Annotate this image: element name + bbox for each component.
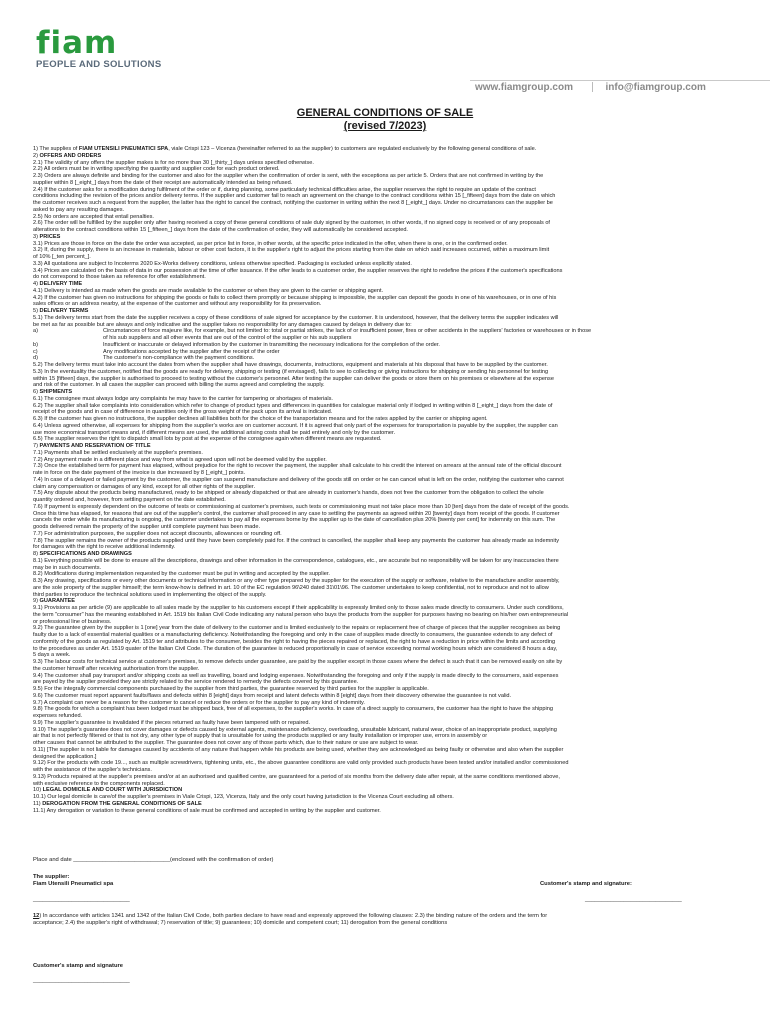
clause-line: do not correspond to those taken as reference for offer establishment. bbox=[33, 274, 206, 281]
list-item-text: The customer's non-compliance with the payment conditions. bbox=[103, 355, 255, 362]
clause-line: 5.3) In the eventuality the customer, notified that the goods are ready for delivery, shipping or testing (if envisaged), fails to see to collecting or giving instructions for shipping or sending his personnel for testing bbox=[33, 368, 549, 375]
clause-line: 5.1) The delivery terms start from the date the supplier receives a copy of these conditions of sale signed for acceptance by the customer. It is understood, however, that the delivery terms the supplier indicates will bbox=[33, 314, 559, 321]
clause-12 bbox=[33, 913, 739, 927]
clause-12-line-1 bbox=[33, 913, 739, 920]
clause-12-number: 12 bbox=[33, 913, 40, 919]
section-heading: 11) DEROGATION FROM THE GENERAL CONDITIONS OF SALE bbox=[33, 800, 202, 807]
clause-line: 7.5) Any dispute about the products being manufactured, ready to be shipped or already dispatched or that are already in customer's hands, does not free the customer from the obligation to collect the whole bbox=[33, 490, 544, 497]
clause-line: within 15 [fifteen] days, the supplier is authorised to proceed to testing without the customer's personnel. After testing the supplier can deliver the goods or store them on his premises or elsewhere at the expense bbox=[33, 375, 554, 382]
section-heading-title: PAYMENTS AND RESERVATION OF TITLE bbox=[39, 443, 151, 449]
list-item-text: Insufficient or inaccurate or delayed information by the customer in transmitting the necessary indications for the completion of the order. bbox=[103, 341, 440, 348]
clause-line: conformity of the goods as regulated by Art. 1519 ter and attributes to the consumer, besides the right to having the pieces repaired or replaced, the right to have a reduction in price within the limits and according bbox=[33, 638, 556, 645]
section-heading: 9) GUARANTEE bbox=[33, 598, 75, 605]
customer-signature-line-bottom: ______________________________ bbox=[33, 978, 130, 984]
clause-line: 11.1) Any derogation or variation to these general conditions of sale must be confirmed and accepted in writing by the supplier and customer. bbox=[33, 807, 381, 814]
clause-12-line-2: acceptance; 2.4) the supplier's right of withdrawal; 7) reservation of title; 9) guarantees; 10) domicile and competent court; 11) derogation from the general conditions bbox=[33, 920, 448, 926]
customer-stamp-label: Customer's stamp and signature: bbox=[540, 881, 632, 887]
section-heading-title: SHIPMENTS bbox=[39, 389, 73, 395]
section-heading: 5) DELIVERY TERMS bbox=[33, 308, 89, 314]
clause-line: 3.1) Prices are those in force on the date the order was accepted, as per price list in force, in other words, at the specific price indicated in the offer, when there is one, or in the confirmed order. bbox=[33, 240, 508, 247]
clause-line: 9.7) A complaint can never be a reason for the customer to cancel or reduce the orders or for the supplier to pay any kind of indemnity. bbox=[33, 699, 365, 706]
clause-line: 7.3) Once the established term for payment has elapsed, without prejudice for the right to recover the payment, the supplier shall calculate to his credit the interest on arrears at the annual rate of the official discount bbox=[33, 463, 562, 470]
website-link[interactable]: www.fiamgroup.com bbox=[475, 82, 573, 93]
title-main: GENERAL CONDITIONS OF SALE bbox=[296, 107, 474, 119]
header-contacts bbox=[475, 82, 722, 93]
clause-line: 9.4) The customer shall pay transport and/or shipping costs as well as travelling, board and lodging expenses. Notwithstanding the foregoing and only if the supply is made directly to the consumers, said expenses bbox=[33, 672, 559, 679]
section-heading-title: PRICES bbox=[39, 233, 61, 240]
clause-line: 9.3) The labour costs for technical service at customer's premises, to remove defects under guarantee, are paid by the supplier except in those cases where the defect is such that it can be removed easily on site by bbox=[33, 659, 563, 665]
section-heading-title: GUARANTEE bbox=[39, 598, 75, 605]
title-revision: (revised 7/2023) bbox=[343, 120, 427, 132]
clause-line: the customer himself after receiving authorisation from the supplier. bbox=[33, 665, 200, 672]
clause-line: be met as far as possible but are always and only indicative and the supplier takes no responsibility for any damages caused by delays in delivery due to: bbox=[33, 321, 412, 328]
clause-line: 6.4) Unless agreed otherwise, all expenses for shipping from the supplier's works are on customer account. If it is agreed that only part of the expenses for transportation is payable by the supplier, the supplier can bbox=[33, 422, 558, 429]
customer-signature-line: ______________________________ bbox=[585, 897, 682, 903]
clause-line: or professional line of business. bbox=[33, 618, 112, 625]
clause-line: 8.2) Modifications during implementation requested by the customer must be put in writing and accepted by the supplier. bbox=[33, 571, 330, 578]
clause-line: rate in force on the date payment of the invoice is due increased by 8 [_eight_] points. bbox=[33, 470, 246, 476]
email-link[interactable]: info@fiamgroup.com bbox=[605, 82, 706, 93]
clause-line: 10.1) Our legal domicile is care/of the supplier's premises in Viale Crispi, 123, Vicenza, Italy and the only court having jurisdiction is the Vicenza Court excluding all others. bbox=[33, 794, 454, 800]
clause-line: 6.5) The supplier reserves the right to dispatch small lots by post at the expense of the consignee again when different means are requested. bbox=[33, 436, 382, 443]
clause-line: the term "consumer" has the meaning established in Art. 1519 bis Italian Civil Code indicating any natural person who buys the products from the supplier for purposes having no bearing on his/her own entrepreneurial bbox=[33, 611, 569, 618]
supplier-signature-line: ______________________________ bbox=[33, 897, 130, 903]
clause-line: air that is not perfectly filtered or that is not dry, any other type of supply that is unsuitable for using the products supplied or any faulty installation or improper use, errors in assembly or bbox=[33, 733, 488, 740]
clause-12-text-1: ) In accordance with articles 1341 and 1342 of the Italian Civil Code, both parties declare to have read and expressly approved the following clauses: 2.3) the binding nature of the orders and the term for bbox=[39, 913, 548, 919]
supplier-label: The supplier: bbox=[33, 874, 70, 880]
supplier-name: Fiam Utensili Pneumatici spa bbox=[33, 881, 114, 887]
section-heading-title: DELIVERY TIME bbox=[39, 281, 83, 287]
clause-line: 5 days a week. bbox=[33, 652, 71, 659]
conditions-body bbox=[33, 146, 739, 814]
clause-line: 9.6) The customer must report apparent faults/flaws and defects within 8 [eight] days from receipt and latent defects within 8 [eight] days from their discovery otherwise the guarantee is not valid. bbox=[33, 692, 512, 699]
clause-line: 7.7) For administration purposes, the supplier does not accept discounts, allowances or rounding off. bbox=[33, 530, 282, 537]
clause-line: alterations to the contract conditions within 15 [_fifteen_] days from the date of the confirmation of order, they will automatically be considered accepted. bbox=[33, 227, 408, 233]
clause-line: expenses refunded. bbox=[33, 713, 83, 719]
clause-line: 3.2) If, during the supply, there is an increase in materials, labour or other cost factors, it is the supplier's right to adjust the prices starting from the date on which said increases occurred, within a maximum limit bbox=[33, 247, 550, 254]
clause-line: 4.2) If the customer has given no instructions for shipping the goods or fails to collect them promptly or because shipping is impossible, the supplier can deposit the goods in one of his warehouses, or in one of his bbox=[33, 294, 557, 301]
clause-line: of 10% [_ten percent_]. bbox=[33, 254, 91, 260]
clause-line: 5.2) The delivery terms must take into account the dates from when the supplier shall have drawings, documents, instructions, equipment and materials at his disposal that have to be supplied by the customer. bbox=[33, 362, 548, 368]
clause-line: third parties to reproduce the technical solutions used in implementing the object of the supply. bbox=[33, 591, 267, 598]
clause-line: conditions including the revision of the prices and/or delivery terms. If the supplier and customer fail to reach an agreement on the change to the contract conditions within 15 [_fifteen] days from the date on which bbox=[33, 193, 556, 200]
list-item bbox=[33, 328, 739, 335]
header-divider bbox=[470, 80, 770, 81]
list-item-text: Any modifications accepted by the supplier after the receipt of the order bbox=[103, 348, 280, 355]
section-heading: 10) LEGAL DOMICILE AND COURT WITH JURISDICTION bbox=[33, 787, 183, 794]
clause-line: asked to pay any resulting damages. bbox=[33, 206, 125, 213]
clause-line: 2.5) No orders are accepted that entail penalties. bbox=[33, 213, 154, 220]
section-heading: 6) SHIPMENTS bbox=[33, 389, 73, 395]
section-heading-title: DELIVERY TERMS bbox=[39, 308, 89, 314]
clause-line: quantity ordered and, however, from settling payment on the date established. bbox=[33, 497, 226, 503]
clause-line: 3.4) Prices are calculated on the basis of data in our possession at the time of offer issuance. If the offer leads to a customer order, the supplier reserves the right to redefine the prices if the customer's specifications bbox=[33, 267, 563, 274]
list-item bbox=[33, 335, 739, 342]
place-date-line bbox=[33, 857, 739, 864]
list-marker: c) bbox=[33, 348, 38, 355]
clause-line: 8.3) Any drawing, specifications or every other documents or technical information or any other type prepared by the supplier for the execution of the supply or software, relative to the manufacture and/or assembly, bbox=[33, 578, 560, 584]
intro-line: 1) The supplies of FIAM UTENSILI PNEUMATICI SPA, viale Crispi 123 – Vicenza (hereinafter referred to as the supplier) to customers are regulated exclusively by the following general conditions of sale. bbox=[33, 146, 537, 152]
clause-line: 9.9) The supplier's guarantee is invalidated if the pieces returned as faulty have been tampered with or repaired. bbox=[33, 719, 311, 726]
clause-line: other causes that cannot be attributed to the supplier. The guarantee does not cover any of those parts which, due to their nature or use are subject to wear. bbox=[33, 740, 419, 746]
clause-line: 7.4) In case of a delayed or failed payment by the customer, the supplier can suspend manufacture and delivery of the goods still on order or he can cancel what is left on the order, notifying the customer who cannot bbox=[33, 476, 564, 483]
clause-line: 7.1) Payments shall be settled exclusively at the supplier's premises. bbox=[33, 449, 203, 456]
clause-line: 9.2) The guarantee given by the supplier is 1 [one] year from the date of delivery to the customer and is limited exclusively to the repairs or replacement free of charge of pieces that the supplier recognises as being bbox=[33, 625, 561, 632]
list-item-text: of his sub suppliers and all other events that are out of the control of the supplier or his sub suppliers bbox=[103, 335, 352, 341]
section-heading-title: DEROGATION FROM THE GENERAL CONDITIONS OF SALE bbox=[42, 800, 202, 807]
clause-line: 9.5) For the integrally commercial components purchased by the supplier from third parties, the guarantee reserved by third parties for the supplier is applicable. bbox=[33, 686, 429, 692]
clause-line: 9.11) [The supplier is not liable for damages caused by accidents of any nature that happen while his products are being used, whether they are acknowledged as being faulty or otherwise and also when the supplier bbox=[33, 746, 564, 753]
logo-tagline: PEOPLE AND SOLUTIONS bbox=[36, 59, 162, 70]
clause-line: 2.1) The validity of any offers the supplier makes is for no more than 30 [_thirty_] days unless specified otherwise. bbox=[33, 159, 314, 166]
clause-line: cancels the order while its manufacturing is ongoing, the customer undertakes to pay all the expenses borne by the supplier up to the date of cancellation plus 20% [twenty per cent] for indemnity on this sum. The bbox=[33, 517, 556, 524]
clause-line: with exclusive reference to the components replaced. bbox=[33, 780, 165, 787]
clause-line: sales offices or an address nearby, at the expense of the customer and without any responsibility for its preservation. bbox=[33, 301, 322, 308]
list-marker bbox=[33, 335, 103, 342]
list-marker: d) bbox=[33, 355, 38, 362]
customer-stamp-label-bottom: Customer's stamp and signature bbox=[33, 963, 123, 969]
section-heading: 7) PAYMENTS AND RESERVATION OF TITLE bbox=[33, 443, 151, 449]
section-heading-title: LEGAL DOMICILE AND COURT WITH JURISDICTION bbox=[42, 787, 183, 794]
clause-line: 2.4) If the customer asks for a modification during fulfilment of the order or if, during planning, some particularly technical difficulties arise, the supplier reserves the right to require an update of the contract bbox=[33, 186, 536, 193]
clause-line: 9.10) The supplier's guarantee does not cover damages or defects caused by external agents, maintenance deficiency, overloading, unsuitable lubricant, natural wear, choice of an inappropriate product, supplying bbox=[33, 726, 557, 733]
list-item bbox=[33, 355, 739, 362]
section-heading: 2) OFFERS AND ORDERS bbox=[33, 152, 102, 159]
clause-line: Once this time has elapsed, for reasons that are out of the supplier's control, the customer shall proceed in any case to settling the payments as agreed within 20 [twenty] days from receipt of the goods. If customer bbox=[33, 510, 560, 517]
list-item-text: Circumstances of force majeure like, for example, but not limited to: total or partial strikes, the lack of or insufficient power, fires or other accidents in the suppliers' factories or warehouses or in those bbox=[103, 328, 592, 335]
clause-line: use more economical transport means and, if different means are used, the additional arising costs shall be paid entirely and only by the customer. bbox=[33, 429, 396, 436]
clause-line: goods delivered remain the property of the supplier until complete payment has been made. bbox=[33, 524, 260, 530]
clause-line: 3.3) All quotations are subject to Incoterms 2020 Ex-Works delivery conditions, unless otherwise specified. Packaging is excluded unless explicitly stated. bbox=[33, 260, 412, 267]
clause-line: 9.8) The goods for which a complaint has been lodged must be shipped back, free of all expenses, to the supplier's works. In case of a direct supply to consumers, the customer has the right to have the shipping bbox=[33, 706, 553, 713]
list-item bbox=[33, 342, 739, 349]
clause-line: 6.2) The supplier shall take complaints into consideration which refer to change of product types and differences in quantities for catalogue material only if lodged in writing within 8 [_eight_] days from the date of bbox=[33, 402, 553, 409]
clause-line: 9.13) Products repaired at the supplier's premises and/or at an authorised and qualified centre, are guaranteed for a period of six months from the delivery date after repair, at the same conditions mentioned above, bbox=[33, 773, 560, 780]
clause-line: claim any compensation or damages of any kind, except for all other rights of the supplier. bbox=[33, 483, 256, 490]
clause-line: supplier within 8 [_eight_] days from the date of their receipt are automatically intended as being refused. bbox=[33, 179, 293, 186]
clause-line: and risk of the customer. In all cases the supplier can proceed with billing the sums agreed and completing the supply. bbox=[33, 382, 325, 389]
list-item bbox=[33, 349, 739, 356]
clause-line: 4.1) Delivery is intended as made when the goods are made available to the customer or when they are given to the carrier or shipping agent. bbox=[33, 287, 384, 294]
clause-line: 6.3) If the customer has given no instructions, the supplier declines all liabilities both for the choice of the transportation means and for the rates applied by the carrier or shipping agent. bbox=[33, 416, 488, 422]
clause-line: are payed by the supplier provided they are strictly related to the service rendered to remedy the defects covered by this guarantee. bbox=[33, 679, 359, 686]
clause-line: 9.12) For the products with code 19..., such as multiple screwdrivers, tightening units, etc., the above guarantee conditions are valid only provided such products have been tested and/or installed and/or commissioned bbox=[33, 760, 569, 767]
document-title bbox=[0, 107, 770, 133]
clause-line: 6.1) The consignee must always lodge any complaints he may have to the carrier for tampering or shortages of materials. bbox=[33, 395, 333, 402]
clause-line: designed the application.] bbox=[33, 753, 97, 760]
clause-line: 7.8) The supplier remains the owner of the products supplied until they have been completely paid for. If the contract is cancelled, the supplier shall keep any payments the customer has already made as indemnity bbox=[33, 537, 560, 544]
clause-line: are the sole property of the supplier himself; the term know-how is defined in art. 10 of the EC regulation 96\240 dated 31\01\96. The customer undertakes to keep confidential, not to reproduce and not to allow bbox=[33, 584, 549, 591]
list-marker: a) bbox=[33, 328, 38, 335]
logo-wordmark: fiam bbox=[36, 25, 118, 61]
clause-line: faulty due to a lack of essential material qualities or a manufacturing deficiency. Notwithstanding the foregoing and only in the case of supplies made directly to consumers, the guarantee extends to any defect of bbox=[33, 632, 553, 638]
clause-line: 8.1) Everything possible will be done to ensure all the descriptions, drawings and other information in the correspondence, catalogues, etc., are accurate but no responsibility will be taken for any inaccuracies there bbox=[33, 557, 559, 564]
section-heading-title: OFFERS AND ORDERS bbox=[39, 152, 102, 159]
company-name: FIAM UTENSILI PNEUMATICI SPA bbox=[78, 146, 169, 152]
clause-line: 2.6) The order will be fulfilled by the supplier only after having received a copy of these general conditions of sale duly signed by the customer, in other words, if no signed copy is received or of any proposals of bbox=[33, 220, 550, 227]
clause-line: 2.2) All orders must be in writing specifying the quantity and supplier code for each product ordered. bbox=[33, 166, 280, 173]
clause-line: 9.1) Provisions as per article (9) are applicable to all sales made by the supplier to his customers except if their applicability is expressly limited only to those sales made directly to consumers. Under such conditions, bbox=[33, 605, 564, 611]
place-date-text: Place and date ______________________________(enclosed with the confirmation of order) bbox=[33, 857, 274, 863]
clause-line: 7.2) Any payment made in a different place and way from what is agreed upon will not be deemed valid by the supplier. bbox=[33, 456, 327, 463]
clause-line: the customer receives such a request from the supplier, the latter has the right to cancel the contract, notifying the customer in writing within the next 8 [_eight_] days. Under no circumstances can the supplier be bbox=[33, 200, 553, 206]
clause-line: for damages with the right to receive additional indemnity. bbox=[33, 544, 176, 551]
clause-line: may be in such documents. bbox=[33, 564, 102, 571]
contact-separator bbox=[592, 82, 593, 92]
section-heading: 3) PRICES bbox=[33, 233, 61, 240]
clause-line: 7.6) If payment is expressly dependent on the outcome of tests or commissioning at customer's premises, such tests or commissioning must not take place more than 10 [ten] days from the date of receipt of the goods. bbox=[33, 503, 570, 510]
section-heading: 4) DELIVERY TIME bbox=[33, 281, 83, 287]
fiam-logo bbox=[36, 25, 162, 70]
section-heading: 8) SPECIFICATIONS AND DRAWINGS bbox=[33, 551, 132, 557]
section-heading-title: SPECIFICATIONS AND DRAWINGS bbox=[39, 551, 132, 557]
list-marker: b) bbox=[33, 341, 38, 348]
clause-line: with the assistance of the supplier's technicians. bbox=[33, 767, 152, 773]
clause-line: to the procedures as under Art. 1519 quater of the Italian Civil Code. The duration of the guarantee is reduced proportionally in case of service exceeding normal working hours which are considered 8 hours a day, bbox=[33, 645, 558, 652]
clause-line: 2.3) Orders are always definite and binding for the customer and also for the supplier when the confirmation of order is sent, with the exceptions as per article 5. Orders that are not confirmed in writing by the bbox=[33, 173, 544, 179]
clause-line: receipt of the goods and in case of difference in quantities only if the gross weight of the pack upon its arrival is indicated. bbox=[33, 409, 333, 416]
